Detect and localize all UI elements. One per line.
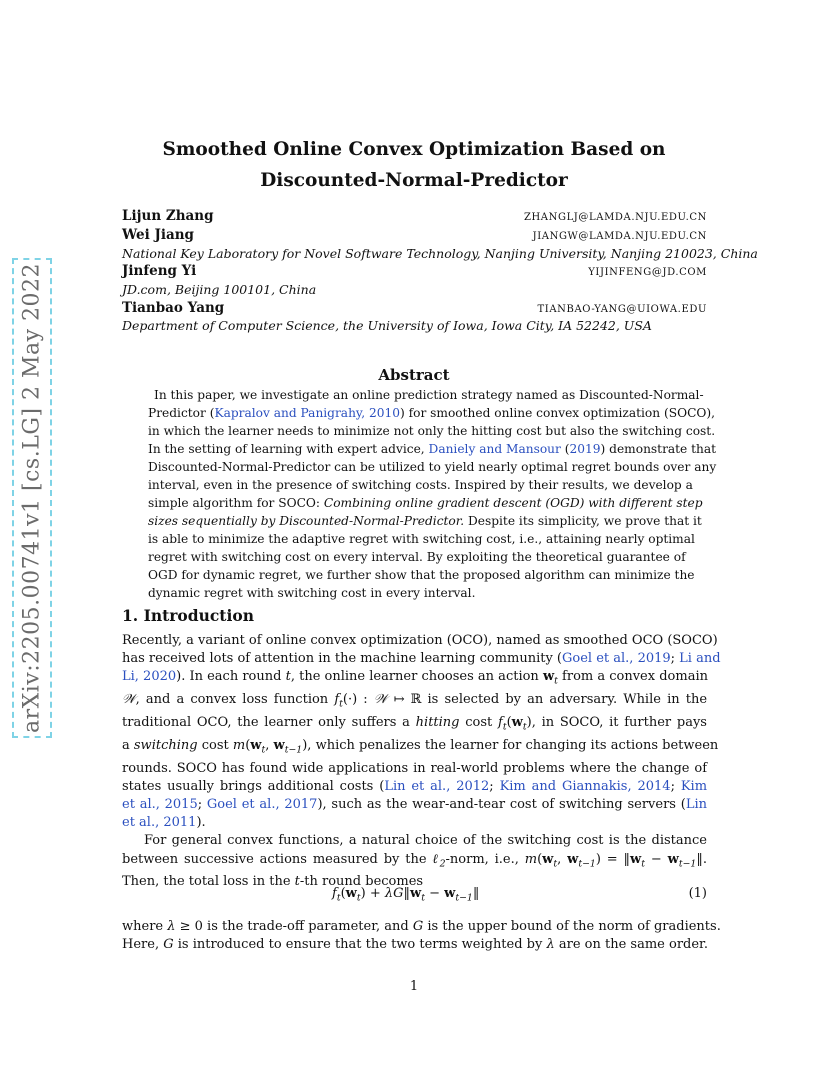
equation-body: $f_t(w_t)$ + $\lambda G‖w_t$ − $w_{t-1}‖$ — [332, 886, 480, 904]
emphasis: t — [294, 874, 300, 890]
citation-link[interactable]: Goel et al., 2017 — [206, 797, 318, 812]
citation-link[interactable]: Daniely and Mansour — [428, 442, 561, 456]
emphasis: sizes sequentially by Discounted-Normal-Predictor. — [148, 514, 465, 528]
affiliation: JD.com, Beijing 100101, China — [122, 282, 317, 297]
emphasis: Combining online gradient descent (OGD) with different step — [323, 496, 703, 510]
emphasis: λ — [167, 919, 176, 934]
math-subscript: t−1 — [578, 858, 596, 870]
citation-link[interactable]: et al., 2015 — [122, 797, 198, 812]
author-name: Tianbao Yang — [122, 300, 225, 316]
citation-link[interactable]: et al., 2011 — [122, 815, 197, 831]
text-line: has received lots of attention in the machine learning community (Goel et al., 2019; Li and — [122, 651, 721, 667]
math-vector: w — [567, 851, 579, 867]
text-line: dynamic regret with switching cost in every interval. — [148, 586, 476, 600]
text-line: In the setting of learning with expert advice, Daniely and Mansour (2019) demonstrate that — [148, 442, 717, 456]
affiliation: National Key Laboratory for Novel Software Technology, Nanjing University, Nanjing 210023, China — [122, 246, 758, 261]
math-vector: w — [273, 737, 285, 753]
emphasis: 𝒲 — [373, 692, 388, 708]
emphasis: f — [332, 886, 337, 901]
emphasis: λG — [384, 886, 404, 901]
text-line: where λ ≥ 0 is the trade-off parameter, and G is the upper bound of the norm of gradients. — [122, 919, 721, 934]
author-row — [122, 227, 707, 245]
emphasis: m — [232, 737, 246, 753]
emphasis: m — [524, 851, 538, 867]
math-subscript: t — [356, 892, 361, 904]
math-subscript: t — [339, 698, 343, 710]
text-line: between successive actions measured by the ℓ$_2$-norm, i.e., $m(w_t$, $w_{t-1}$) = $‖w_t$ − $w_{t-1}‖$. — [122, 851, 708, 870]
math-subscript: t−1 — [284, 744, 303, 756]
math-vector: w — [345, 886, 357, 901]
math-subscript: t — [336, 892, 341, 904]
math-subscript: t — [502, 721, 507, 733]
text-line: Then, the total loss in the t-th round becomes — [122, 874, 424, 890]
emphasis: 𝒲 — [122, 692, 136, 708]
text-line: For general convex functions, a natural choice of the switching cost is the distance — [144, 833, 707, 849]
math-subscript: t — [641, 858, 646, 870]
text-line: In this paper, we investigate an online prediction strategy named as Discounted-Normal- — [154, 388, 704, 402]
math-vector: w — [511, 715, 523, 730]
abstract-body — [148, 386, 717, 602]
emphasis: t — [285, 669, 291, 685]
arxiv-stamp — [12, 258, 52, 738]
affiliation: Department of Computer Science, the University of Iowa, Iowa City, IA 52242, USA — [122, 318, 652, 333]
math-subscript: t−1 — [678, 858, 697, 870]
math-vector: w — [542, 669, 555, 685]
text-line: is able to minimize the adaptive regret with switching cost, i.e., attaining nearly optimal — [148, 532, 695, 546]
math-subscript: t — [421, 892, 425, 904]
emphasis: G — [163, 937, 174, 953]
text-line: interval, even in the presence of switching costs. Inspired by their results, we develop a — [148, 478, 693, 492]
text-line: rounds. SOCO has found wide applications in real-world problems where the change of — [122, 760, 707, 776]
citation-link[interactable]: Kim — [680, 778, 708, 794]
section-heading: 1. Introduction — [122, 606, 254, 625]
emphasis: f — [498, 715, 503, 730]
citation-link[interactable]: Goel et al., 2019 — [562, 651, 671, 667]
author-email: ZHANGLJ@LAMDA.NJU.EDU.CN — [523, 212, 707, 223]
text-line: simple algorithm for SOCO: Combining online gradient descent (OGD) with different step — [148, 496, 703, 510]
citation-link[interactable]: Li, 2020 — [122, 669, 177, 685]
text-line: Discounted-Normal-Predictor can be utilized to yield nearly optimal regret bounds over any — [148, 460, 717, 474]
text-line: regret with switching cost on every interval. By exploiting the theoretical guarantee of — [148, 550, 686, 564]
text-line: Recently, a variant of online convex optimization (OCO), named as smoothed OCO (SOCO) — [122, 633, 718, 648]
emphasis: ℓ — [432, 851, 440, 867]
emphasis: f — [334, 692, 340, 708]
math-subscript: t — [553, 858, 558, 870]
math-vector: w — [667, 851, 679, 867]
math-subscript: t — [522, 721, 527, 733]
math-subscript: t — [554, 676, 558, 687]
post-equation-text — [122, 918, 721, 954]
page-number: 1 — [409, 979, 419, 994]
paper-title — [0, 134, 828, 196]
author-email: YIJINFENG@JD.COM — [588, 267, 707, 278]
author-email: TIANBAO-YANG@UIOWA.EDU — [537, 304, 707, 315]
text-line: et al., 2015; Goel et al., 2017), such as the wear-and-tear cost of switching servers (Lin — [122, 797, 707, 812]
citation-link[interactable]: Lin et al., 2012 — [384, 778, 490, 794]
title-line-1: Smoothed Online Convex Optimization Based on — [162, 139, 666, 160]
math-subscript: 2 — [439, 858, 446, 870]
abstract-heading: Abstract — [378, 366, 450, 384]
math-vector: w — [542, 851, 554, 867]
emphasis: switching — [133, 737, 198, 753]
math-vector: w — [444, 886, 456, 901]
title-line-2: Discounted-Normal-Predictor — [260, 170, 568, 191]
author-name: Lijun Zhang — [122, 208, 214, 224]
text-line: OGD for dynamic regret, we further show that the proposed algorithm can minimize the — [148, 568, 695, 582]
text-line: traditional OCO, the learner only suffers a hitting cost $f_t(w_t)$, in SOCO, it further pays — [122, 715, 707, 733]
math-vector: w — [630, 851, 642, 867]
author-row — [122, 263, 707, 281]
text-line: et al., 2011). — [122, 815, 206, 831]
introduction-body — [122, 632, 721, 892]
citation-link[interactable]: 2019 — [569, 442, 601, 456]
emphasis: G — [412, 919, 424, 934]
text-line: a switching cost $m(w_t$, $w_{t-1}$), which penalizes the learner for changing its actions between — [122, 737, 719, 756]
text-line: Predictor (Kapralov and Panigrahy, 2010) for smoothed online convex optimization (SOCO), — [148, 406, 716, 420]
math-subscript: t−1 — [455, 892, 473, 904]
text-line: sizes sequentially by Discounted-Normal-Predictor. Despite its simplicity, we prove that it — [148, 514, 702, 528]
citation-link[interactable]: Kapralov and Panigrahy, 2010 — [214, 406, 400, 420]
arxiv-id: arXiv:2205.00741v1 [cs.LG] 2 May 2022 — [19, 262, 45, 734]
citation-link[interactable]: Kim and Giannakis, 2014 — [499, 778, 671, 794]
math-vector: w — [250, 737, 262, 753]
text-line: Li, 2020). In each round t, the online learner chooses an action $w_t$ from a convex domain — [122, 669, 708, 687]
text-line: Here, G is introduced to ensure that the two terms weighted by λ are on the same order. — [122, 937, 708, 953]
author-row — [122, 300, 707, 318]
text-line: states usually brings additional costs (Lin et al., 2012; Kim and Giannakis, 2014; Kim — [122, 778, 708, 794]
math-vector: w — [409, 886, 422, 901]
emphasis: hitting — [415, 715, 460, 730]
equation-number: (1) — [688, 886, 707, 901]
citation-link[interactable]: Li and — [679, 651, 721, 667]
emphasis: λ — [546, 937, 555, 953]
text-line: in which the learner needs to minimize not only the hitting cost but also the switching cost. — [148, 424, 716, 438]
author-name: Wei Jiang — [122, 227, 194, 243]
citation-link[interactable]: Lin — [685, 797, 707, 812]
author-name: Jinfeng Yi — [122, 263, 197, 279]
author-email: JIANGW@LAMDA.NJU.EDU.CN — [532, 231, 707, 242]
math-subscript: t — [261, 744, 266, 756]
text-line: 𝒲, and a convex loss function $f_t(\cdot)$ : 𝒲 ↦ ℝ is selected by an adversary. While in the — [122, 692, 708, 710]
author-row — [122, 208, 707, 226]
